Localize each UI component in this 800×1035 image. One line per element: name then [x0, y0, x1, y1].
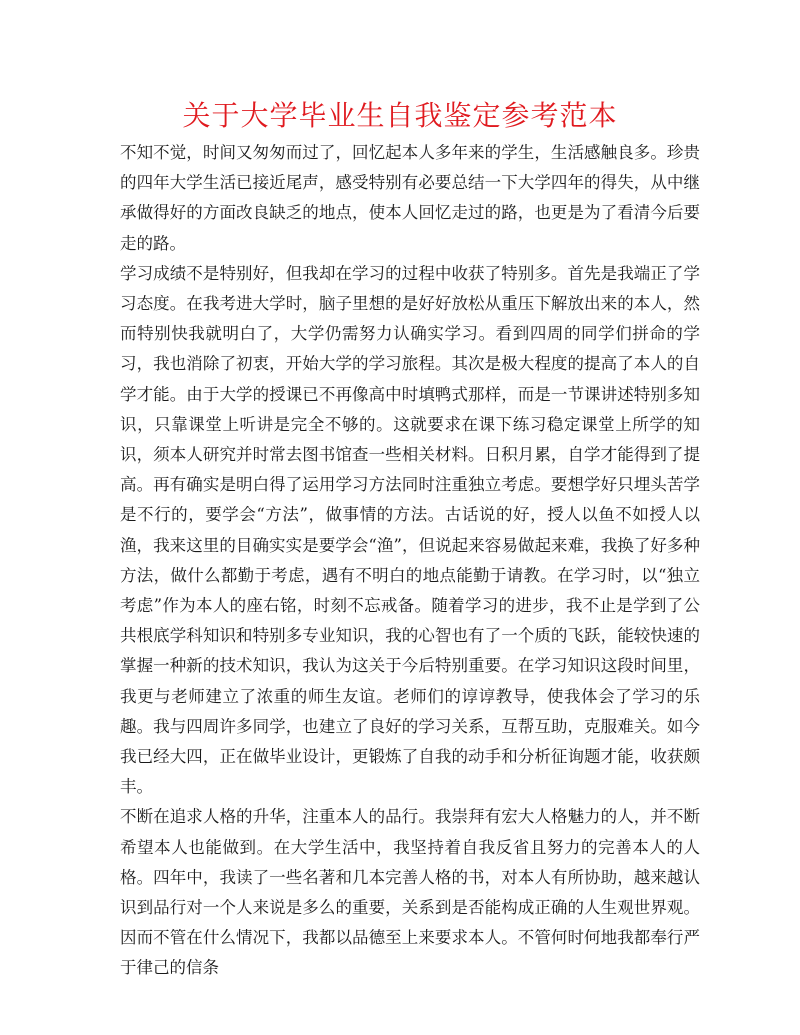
paragraph-2: 学习成绩不是特别好，但我却在学习的过程中收获了特别多。首先是我端正了学习态度。在我考进大学时，脑子里想的是好好放松从重压下解放出来的本人，然而特别快我就明白了，大学仍需努力认确实学习。看到四周的同学们拼命的学习，我也消除了初衷，开始大学的学习旅程。其次是极大程度的提高了本人的自学才能。由于大学的授课已不再像高中时填鸭式那样，而是一节课讲述特别多知识，只靠课堂上听讲是完全不够的。这就要求在课下练习稳定课堂上所学的知识，须本人研究并时常去图书馆查一些相关材料。日积月累，自学才能得到了提高。再有确实是明白得了运用学习方法同时注重独立考虑。要想学好只埋头苦学是不行的，要学会“方法”，做事情的方法。古话说的好，授人以鱼不如授人以渔，我来这里的目确实实是要学会“渔”，但说起来容易做起来难，我换了好多种方法，做什么都勤于考虑，遇有不明白的地点能勤于请教。在学习时，以“独立考虑”作为本人的座右铭，时刻不忘戒备。随着学习的进步，我不止是学到了公共根底学科知识和特别多专业知识，我的心智也有了一个质的飞跃，能较快速的掌握一种新的技术知识，我认为这关于今后特别重要。在学习知识这段时间里，我更与老师建立了浓重的师生友谊。老师们的谆谆教导，使我体会了学习的乐趣。我与四周许多同学，也建立了良好的学习关系，互帮互助，克服难关。如今我已经大四，正在做毕业设计，更锻炼了自我的动手和分析征询题才能，收获颇丰。	[120, 263, 700, 797]
paragraph-1: 不知不觉，时间又匆匆而过了，回忆起本人多年来的学生，生活感触良多。珍贵的四年大学生活已接近尾声，感受特别有必要总结一下大学四年的得失，从中继承做得好的方面改良缺乏的地点，使本人回忆走过的路，也更是为了看清今后要走的路。	[120, 143, 700, 253]
document-title: 关于大学毕业生自我鉴定参考范本	[182, 99, 618, 132]
document-body	[120, 138, 700, 984]
paragraph-3: 不断在追求人格的升华，注重本人的品行。我崇拜有宏大人格魅力的人，并不断希望本人也能做到。在大学生活中，我坚持着自我反省且努力的完善本人的人格。四年中，我读了一些名著和几本完善人格的书，对本人有所协助，越来越认识到品行对一个人来说是多么的重要，关系到是否能构成正确的人生观世界观。因而不管在什么情况下，我都以品德至上来要求本人。不管何时何地我都奉行严于律己的信条	[120, 807, 700, 978]
